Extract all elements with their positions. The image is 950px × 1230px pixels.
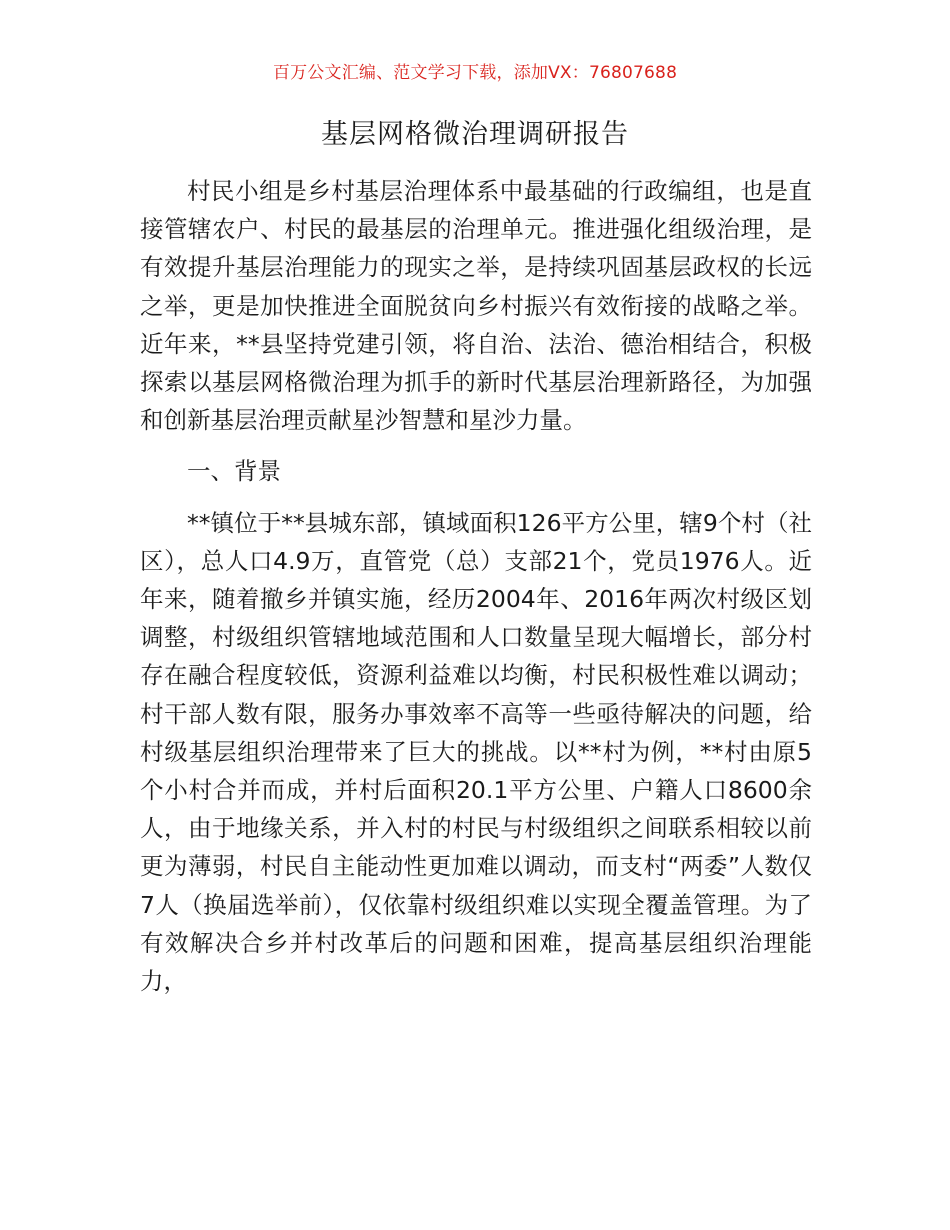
paragraph-intro: 村民小组是乡村基层治理体系中最基础的行政编组，也是直接管辖农户、村民的最基层的治理单元。推进强化组级治理，是有效提升基层治理能力的现实之举，是持续巩固基层政权的长远之举，更是加快推进全面脱贫向乡村振兴有效衔接的战略之举。近年来，**县坚持党建引领，将自治、法治、德治相结合，积极探索以基层网格微治理为抓手的新时代基层治理新路径，为加强和创新基层治理贡献星沙智慧和星沙力量。 [140, 177, 812, 435]
document-title: 基层网格微治理调研报告 [321, 119, 629, 150]
document-body [140, 172, 812, 1000]
section-heading-background: 一、背景 [187, 457, 281, 486]
paragraph-background: **镇位于**县城东部，镇域面积126平方公里，辖9个村（社区），总人口4.9万，直管党（总）支部21个，党员1976人。近年来，随着撤乡并镇实施，经历2004年、2016年两次村级区划调整，村级组织管辖地域范围和人口数量呈现大幅增长，部分村存在融合程度较低，资源利益难以均衡，村民积极性难以调动；村干部人数有限，服务办事效率不高等一些亟待解决的问题，给村级基层组织治理带来了巨大的挑战。以**村为例，**村由原5个小村合并而成，并村后面积20.1平方公里、户籍人口8600余人，由于地缘关系，并入村的村民与村级组织之间联系相较以前更为薄弱，村民自主能动性更加难以调动，而支村“两委”人数仅7人（换届选举前），仅依靠村级组织难以实现全覆盖管理。为了有效解决合乡并村改革后的问题和困难，提高基层组织治理能力， [140, 508, 812, 996]
header-watermark-note: 百万公文汇编、范文学习下载，添加VX：76807688 [272, 63, 678, 83]
